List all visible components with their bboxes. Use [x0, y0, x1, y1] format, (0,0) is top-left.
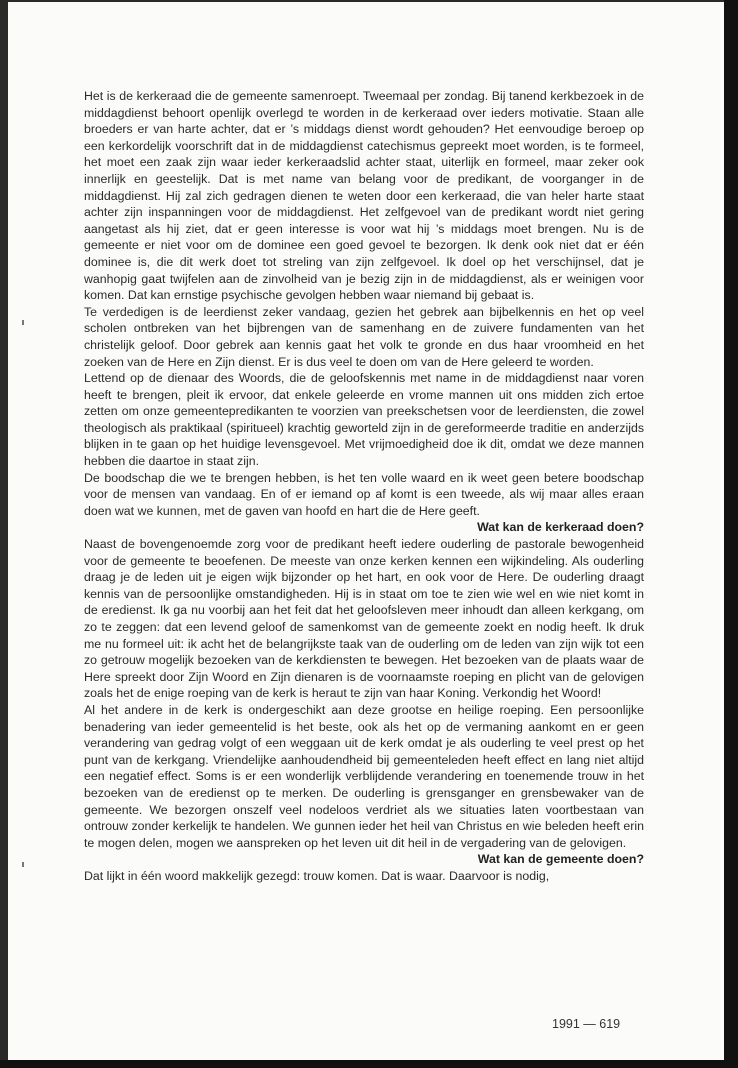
paragraph: Dat lijkt in één woord makkelijk gezegd: trouw komen. Dat is waar. Daarvoor is nodig, [84, 868, 550, 883]
paragraph: Te verdedigen is de leerdienst zeker vandaag, gezien het gebrek aan bijbelkennis en het op veel scholen ontbreken van het bijbrengen van de samenhang en de zuivere fundamenten van het christelijk geloof. Door gebrek aan kennis gaat het volk te gronde en dus haar vroomheid en het zoeken van de Here en Zijn dienst. Er is dus veel te doen om van de Here geleerd te worden. [84, 304, 644, 369]
margin-mark [22, 862, 24, 867]
paragraph: Het is de kerkeraad die de gemeente samenroept. Tweemaal per zondag. Bij tanend kerkbezoek in de middagdienst behoort openlijk overlegd te worden in de kerkeraad over ieders motivatie. Staan alle broeders er van harte achter, dat er ’s middags dienst wordt gehouden? Het eenvoudige beroep op een kerkordelijk voorschrift dat in de middagdienst catechismus gepreekt moet worden, is te formeel, het moet een zaak zijn waar ieder kerkeraadslid achter staat, uiterlijk en formeel, maar zeker ook innerlijk en geestelijk. Dat is met name van belang voor de predikant, de voorganger in de middagdienst. Hij zal zich gedragen dienen te weten door een kerkeraad, die van heler harte staat achter zijn inspanningen voor de middagdienst. Het zelfgevoel van de predikant wordt niet gering aangetast als hij ziet, dat er geen interesse is voor wat hij ’s middags moet brengen. Nu is de gemeente er niet voor om de dominee een goed gevoel te bezorgen. Ik denk ook niet dat er één dominee is, die dit werk doet tot streling van zijn zelfgevoel. Ik doel op het verschijnsel, dat je wanhopig gaat twijfelen aan de zinvolheid van je bezig zijn in de middagdienst, als er weinigen voor komen. Dat kan ernstige psychische gevolgen hebben waar niemand bij gebaat is. [84, 89, 644, 303]
page-number: 1991 — 619 [552, 1017, 621, 1031]
margin-mark [22, 320, 24, 325]
scan-edge-bottom [0, 1060, 738, 1068]
scan-edge-right [724, 0, 738, 1068]
paragraph: Lettend op de dienaar des Woords, die de geloofskennis met name in de middagdienst naar voren heeft te brengen, pleit ik ervoor, dat enkele geleerde en vrome mannen uit ons midden zich ertoe zetten om onze gemeentepredikanten te voorzien van preekschetsen voor de leerdiensten, die zowel theologisch als praktikaal (spiritueel) krachtig geworteld zijn in de gereformeerde traditie en anderzijds blijken in te gaan op het huidige levensgevoel. Met vrijmoedigheid doe ik dit, omdat we deze mannen hebben die daartoe in staat zijn. [84, 371, 644, 469]
section-heading-kerkeraad: Wat kan de kerkeraad doen? [477, 520, 644, 535]
body-text [84, 88, 644, 885]
paragraph: De boodschap die we te brengen hebben, is het ten volle waard en ik weet geen betere boodschap voor de mensen van vandaag. En of er iemand op af komt is een tweede, als wij maar alles eraan doen wat we kunnen, met de gaven van hoofd en hart die de Here geeft. [84, 470, 644, 518]
paragraph: Naast de bovengenoemde zorg voor de predikant heeft iedere ouderling de pastorale bewogenheid voor de gemeente te beoefenen. De meeste van onze kerken kennen een wijkindeling. Als ouderling draag je de leden uit je eigen wijk bijzonder op het hart, en ook voor de Here. De ouderling draagt kennis van de persoonlijke omstandigheden. Hij is in staat om toe te zien wie wel en wie niet komt in de eredienst. Ik ga nu voorbij aan het feit dat het geloofsleven meer inhoudt dan alleen kerkgang, om zo te zeggen: dat een levend geloof de samenkomst van de gemeente zoekt en nodig heeft. Ik druk me nu formeel uit: ik acht het de belangrijkste taak van de ouderling om de leden van zijn wijk tot een zo getrouw mogelijk bezoeken van de kerkdiensten te bewegen. Het bezoeken van de plaats waar de Here spreekt door Zijn Woord en Zijn dienaren is de voornaamste roeping en plicht van de gelovigen zoals het de enige roeping van de kerk is heraut te zijn van haar Koning. Verkondig het Woord! [84, 537, 644, 701]
paragraph: Al het andere in de kerk is ondergeschikt aan deze grootse en heilige roeping. Een persoonlijke benadering van ieder gemeentelid is het beste, ook als het op de vermaning aankomt en er geen verandering van gedrag volgt of een weggaan uit de kerk omdat je als ouderling te veel prest op het punt van de kerkgang. Vriendelijke aanhoudendheid bij gemeenteleden heeft effect en lang niet altijd een negatief effect. Soms is er een wonderlijk verblijdende verandering en toenemende trouw in het bezoeken van de eredienst op te merken. De ouderling is grensganger en grensbewaker van de gemeente. We bezorgen onszelf veel nodeloos verdriet als we situaties laten voortbestaan van ontrouw zonder kerkelijk te handelen. We gunnen ieder het heil van Christus en wie beleden heeft erin te mogen delen, mogen we aanspreken op het leven uit dit heil in de vergadering van de gelovigen. [84, 702, 644, 850]
section-heading-gemeente: Wat kan de gemeente doen? [477, 852, 644, 867]
